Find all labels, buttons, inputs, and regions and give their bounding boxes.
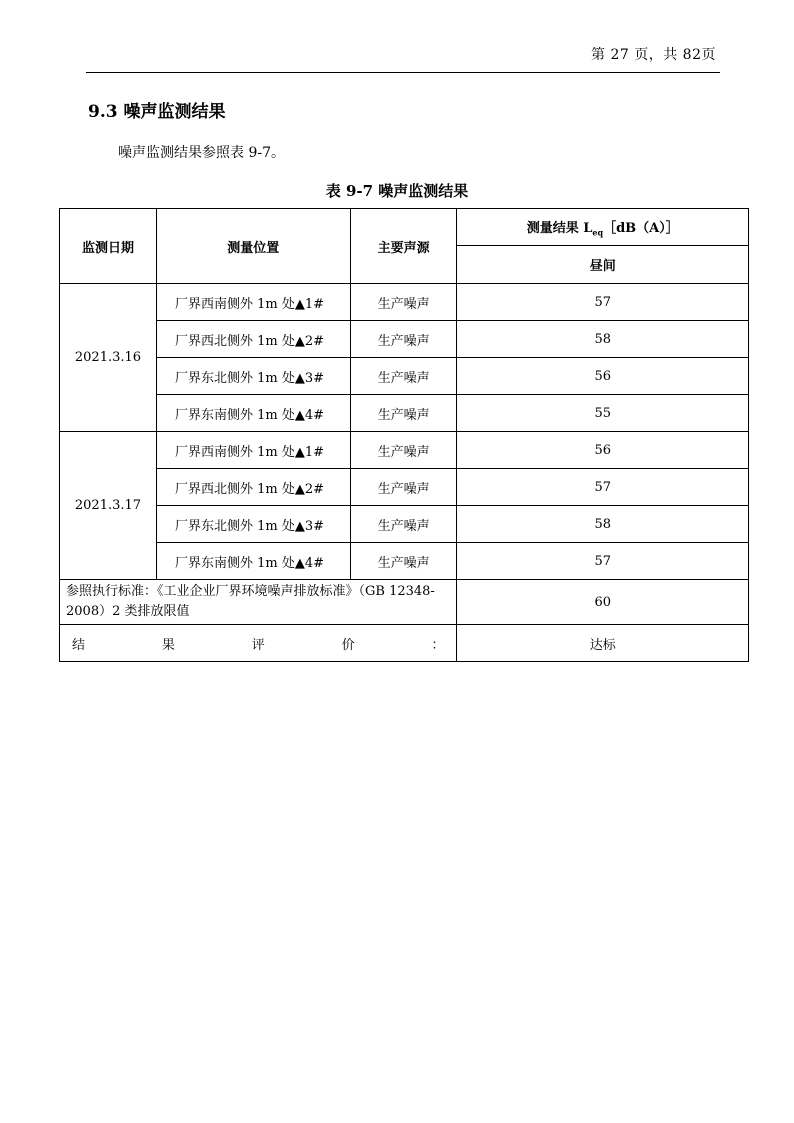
header-result-unit: ［dB（A）］ (603, 220, 679, 236)
location-cell: 厂界东南侧外 1m 处▲4# (156, 543, 350, 580)
source-cell: 生产噪声 (350, 543, 457, 580)
header-divider (86, 72, 720, 73)
page-number: 第 27 页，共 82页 (591, 47, 716, 63)
source-cell: 生产噪声 (350, 321, 457, 358)
table-row (60, 506, 749, 543)
date-cell: 2021.3.16 (60, 284, 157, 432)
table-header-row (60, 209, 749, 246)
table-row (60, 432, 749, 469)
location-cell: 厂界西南侧外 1m 处▲1# (156, 432, 350, 469)
source-cell: 生产噪声 (350, 395, 457, 432)
evaluation-row (60, 625, 749, 662)
source-cell: 生产噪声 (350, 358, 457, 395)
header-result-prefix: 测量结果 L (526, 220, 593, 236)
value-cell: 55 (457, 395, 749, 432)
source-cell: 生产噪声 (350, 432, 457, 469)
header-location: 测量位置 (156, 209, 350, 284)
noise-results-table (59, 208, 749, 662)
standard-label: 参照执行标准：《工业企业厂界环境噪声排放标准》（GB 12348-2008）2 类排放限值 (60, 580, 457, 625)
source-cell: 生产噪声 (350, 506, 457, 543)
table-row (60, 358, 749, 395)
location-cell: 厂界西南侧外 1m 处▲1# (156, 284, 350, 321)
value-cell: 57 (457, 469, 749, 506)
source-cell: 生产噪声 (350, 284, 457, 321)
date-cell: 2021.3.17 (60, 432, 157, 580)
value-cell: 57 (457, 543, 749, 580)
value-cell: 57 (457, 284, 749, 321)
location-cell: 厂界东北侧外 1m 处▲3# (156, 506, 350, 543)
header-daytime: 昼间 (457, 246, 749, 284)
value-cell: 56 (457, 358, 749, 395)
evaluation-label: 结果评价： (60, 625, 457, 662)
table-row (60, 543, 749, 580)
value-cell: 58 (457, 506, 749, 543)
table-caption: 表 9-7 噪声监测结果 (325, 182, 469, 200)
location-cell: 厂界西北侧外 1m 处▲2# (156, 469, 350, 506)
table-row (60, 395, 749, 432)
location-cell: 厂界西北侧外 1m 处▲2# (156, 321, 350, 358)
table-row (60, 321, 749, 358)
evaluation-value: 达标 (457, 625, 749, 662)
location-cell: 厂界东北侧外 1m 处▲3# (156, 358, 350, 395)
standard-row (60, 580, 749, 625)
table-row (60, 469, 749, 506)
table-row (60, 284, 749, 321)
location-cell: 厂界东南侧外 1m 处▲4# (156, 395, 350, 432)
value-cell: 56 (457, 432, 749, 469)
header-result (457, 209, 749, 246)
intro-paragraph: 噪声监测结果参照表 9-7。 (118, 145, 285, 161)
section-heading: 9.3 噪声监测结果 (88, 102, 226, 122)
value-cell: 58 (457, 321, 749, 358)
standard-value: 60 (457, 580, 749, 625)
header-date: 监测日期 (60, 209, 157, 284)
header-result-sub: eq (592, 227, 604, 238)
source-cell: 生产噪声 (350, 469, 457, 506)
header-source: 主要声源 (350, 209, 457, 284)
